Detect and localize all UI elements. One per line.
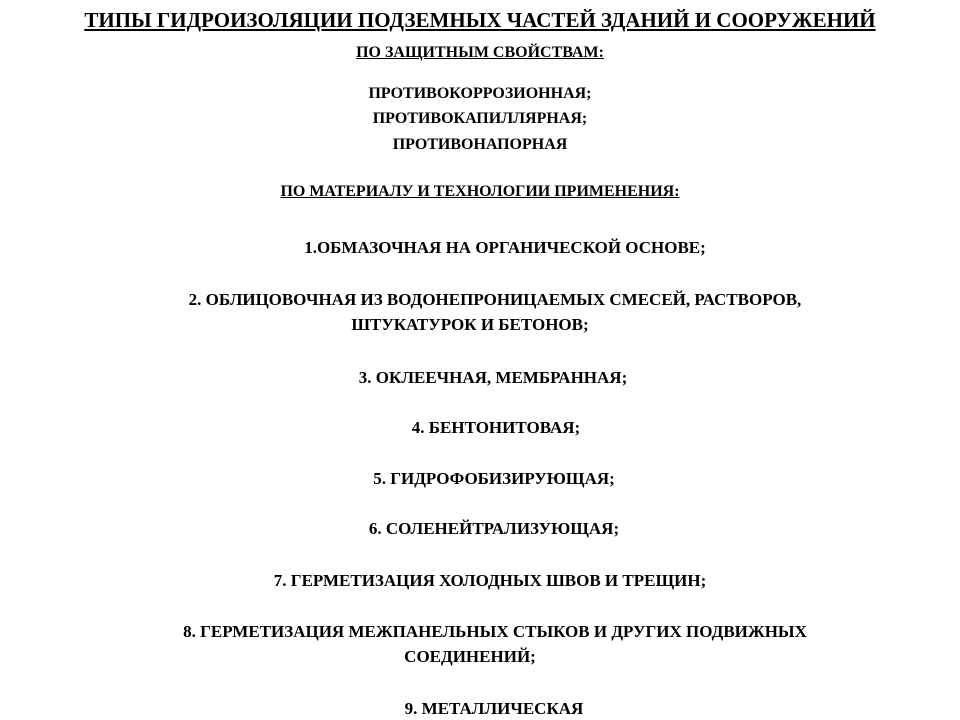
protective-item: ПРОТИВОКАПИЛЛЯРНАЯ; [372,110,588,127]
slide-title: ТИПЫ ГИДРОИЗОЛЯЦИИ ПОДЗЕМНЫХ ЧАСТЕЙ ЗДАНИЙ И СООРУЖЕНИЙ [84,8,876,32]
material-item: 1.ОБМАЗОЧНАЯ НА ОРГАНИЧЕСКОЙ ОСНОВЕ; [304,238,706,257]
protective-heading: ПО ЗАЩИТНЫМ СВОЙСТВАМ: [356,44,604,61]
protective-item: ПРОТИВОНАПОРНАЯ [392,136,568,153]
material-item: 7. ГЕРМЕТИЗАЦИЯ ХОЛОДНЫХ ШВОВ И ТРЕЩИН; [273,571,707,590]
material-item: 8. ГЕРМЕТИЗАЦИЯ МЕЖПАНЕЛЬНЫХ СТЫКОВ И ДРУГИХ ПОДВИЖНЫХ [183,622,807,641]
material-item: 2. ОБЛИЦОВОЧНАЯ ИЗ ВОДОНЕПРОНИЦАЕМЫХ СМЕСЕЙ, РАСТВОРОВ, [188,290,802,309]
protective-item: ПРОТИВОКОРРОЗИОННАЯ; [368,85,592,102]
material-item: 3. ОКЛЕЕЧНАЯ, МЕМБРАННАЯ; [358,368,628,387]
material-heading: ПО МАТЕРИАЛУ И ТЕХНОЛОГИИ ПРИМЕНЕНИЯ: [280,183,680,200]
material-item: 5. ГИДРОФОБИЗИРУЮЩАЯ; [373,469,615,488]
material-item: 9. МЕТАЛЛИЧЕСКАЯ [404,699,584,718]
material-item: 6. СОЛЕНЕЙТРАЛИЗУЮЩАЯ; [368,519,620,538]
material-item: СОЕДИНЕНИЙ; [404,647,536,666]
material-item: ШТУКАТУРОК И БЕТОНОВ; [351,315,589,334]
material-item: 4. БЕНТОНИТОВАЯ; [411,418,581,437]
